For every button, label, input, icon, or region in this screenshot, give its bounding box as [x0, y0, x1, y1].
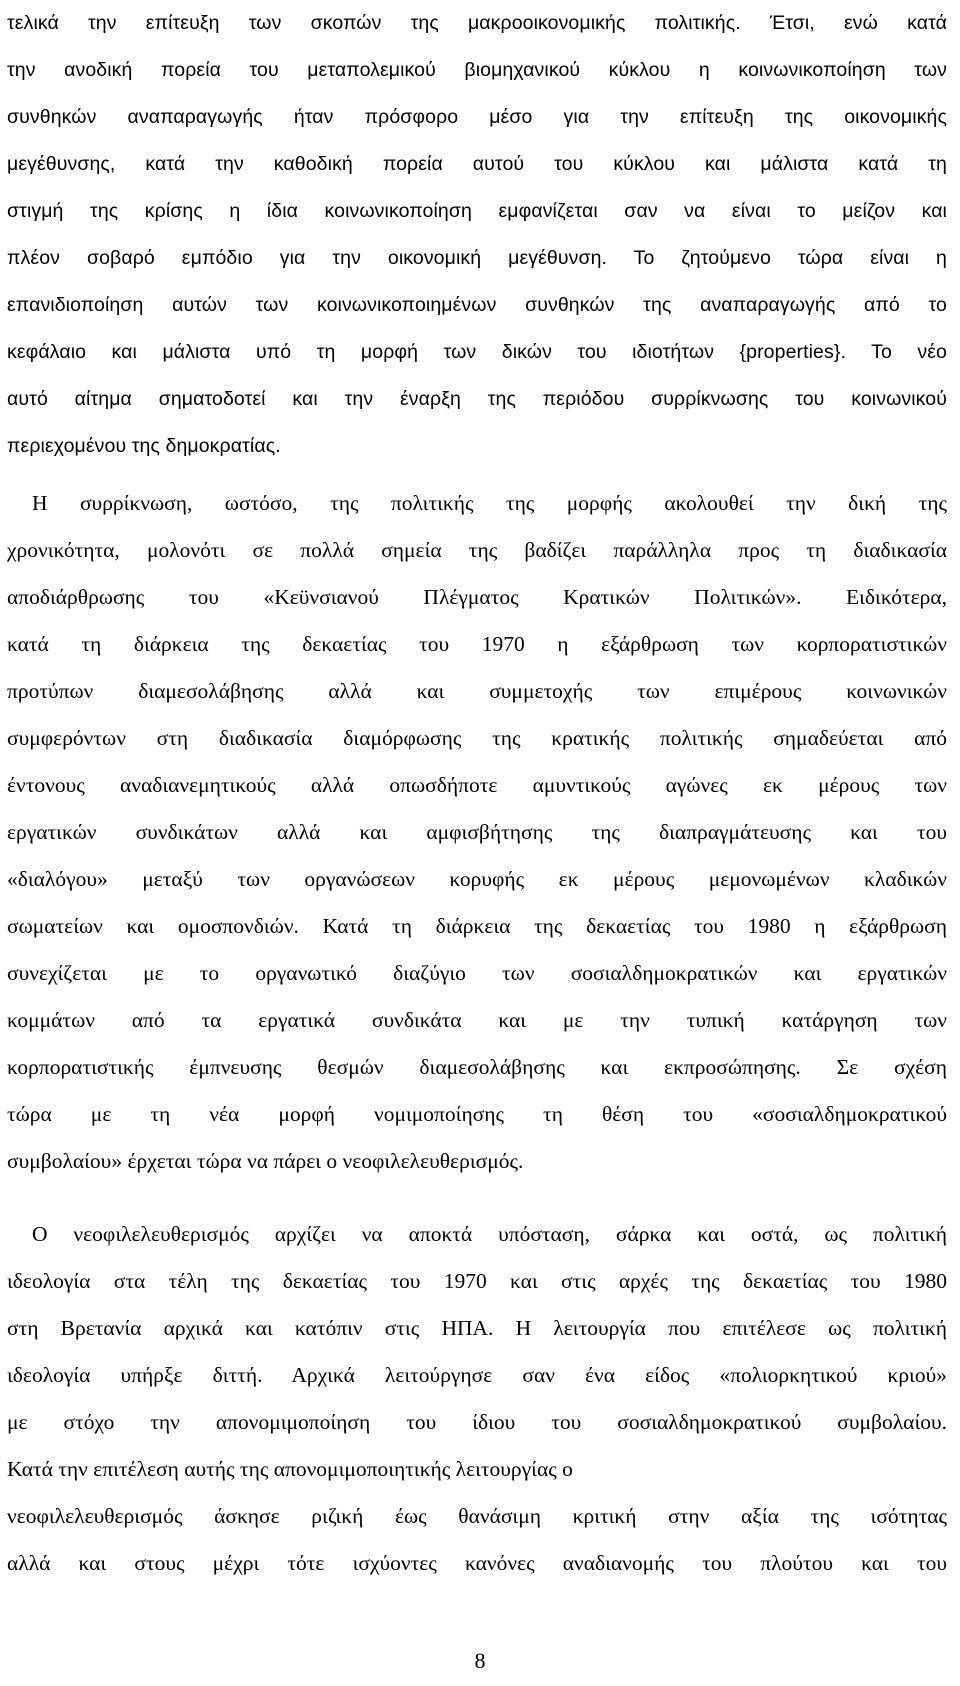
text-line: κατά τη διάρκεια της δεκαετίας του 1970 η εξάρθρωση των κορπορατιστικών: [7, 632, 947, 656]
text-line: έντονους αναδιανεμητικούς αλλά οπωσδήποτε αμυντικούς αγώνες εκ μέρους των: [7, 773, 947, 797]
text-line: Η συρρίκνωση, ωστόσο, της πολιτικής της μορφής ακολουθεί την δική της: [32, 491, 947, 515]
page-number: 8: [474, 1648, 486, 1673]
text-line: κομμάτων από τα εργατικά συνδικάτα και με την τυπική κατάργηση των: [7, 1008, 947, 1032]
text-line: Κατά την επιτέλεση αυτής της απονομιμοποιητικής λειτουργίας ο: [7, 1457, 573, 1481]
text-line: πλέον σοβαρό εμπόδιο για την οικονομική μεγέθυνση. Το ζητούμενο τώρα είναι η: [7, 247, 947, 269]
text-line: τώρα με τη νέα μορφή νομιμοποίησης τη θέση του «σοσιαλδημοκρατικού: [7, 1102, 947, 1126]
text-line: κεφάλαιο και μάλιστα υπό τη μορφή των δικών του ιδιοτήτων {properties}. Το νέο: [7, 341, 947, 363]
text-line: αυτό αίτημα σηματοδοτεί και την έναρξη της περιόδου συρρίκνωσης του κοινωνικού: [7, 388, 947, 410]
text-line: Ο νεοφιλελευθερισμός αρχίζει να αποκτά υπόσταση, σάρκα και οστά, ως πολιτική: [32, 1222, 947, 1246]
text-line: ιδεολογία υπήρξε διττή. Αρχικά λειτούργησε σαν ένα είδος «πολιορκητικού κριού»: [7, 1363, 947, 1387]
paragraph-2: [7, 480, 947, 1185]
text-line: προτύπων διαμεσολάβησης αλλά και συμμετοχής των επιμέρους κοινωνικών: [7, 679, 947, 703]
text-line: επανιδιοποίηση αυτών των κοινωνικοποιημένων συνθηκών της αναπαραγωγής από το: [7, 294, 947, 316]
text-line: περιεχομένου της δημοκρατίας.: [7, 435, 281, 457]
text-line: κορπορατιστικής έμπνευσης θεσμών διαμεσολάβησης και εκπροσώπησης. Σε σχέση: [7, 1055, 947, 1079]
text-line: «διαλόγου» μεταξύ των οργανώσεων κορυφής εκ μέρους μεμονωμένων κλαδικών: [7, 867, 947, 891]
text-line: συνεχίζεται με το οργανωτικό διαζύγιο των σοσιαλδημοκρατικών και εργατικών: [7, 961, 947, 985]
text-line: εργατικών συνδικάτων αλλά και αμφισβήτησης της διαπραγμάτευσης και του: [7, 820, 947, 844]
text-line: στη Βρετανία αρχικά και κατόπιν στις ΗΠΑ. Η λειτουργία που επιτέλεσε ως πολιτική: [7, 1316, 947, 1340]
paragraph-1: [7, 0, 947, 470]
text-line: χρονικότητα, μολονότι σε πολλά σημεία της βαδίζει παράλληλα προς τη διαδικασία: [7, 538, 947, 562]
text-line: συμφερόντων στη διαδικασία διαμόρφωσης της κρατικής πολιτικής σημαδεύεται από: [7, 726, 947, 750]
text-line: σωματείων και ομοσπονδιών. Κατά τη διάρκεια της δεκαετίας του 1980 η εξάρθρωση: [7, 914, 947, 938]
text-line: αλλά και στους μέχρι τότε ισχύοντες κανόνες αναδιανομής του πλούτου και του: [7, 1551, 947, 1575]
text-line: ιδεολογία στα τέλη της δεκαετίας του 1970 και στις αρχές της δεκαετίας του 1980: [7, 1269, 947, 1293]
text-line: νεοφιλελευθερισμός άσκησε ριζική έως θανάσιμη κριτική στην αξία της ισότητας: [7, 1504, 947, 1528]
text-line: συμβολαίου» έρχεται τώρα να πάρει ο νεοφιλελευθερισμός.: [7, 1149, 524, 1173]
text-line: αποδιάρθρωσης του «Κεϋνσιανού Πλέγματος Κρατικών Πολιτικών». Ειδικότερα,: [7, 585, 947, 609]
paragraph-3: [7, 1211, 947, 1587]
text-line: συνθηκών αναπαραγωγής ήταν πρόσφορο μέσο για την επίτευξη της οικονομικής: [7, 106, 947, 128]
text-line: με στόχο την απονομιμοποίηση του ίδιου του σοσιαλδημοκρατικού συμβολαίου.: [7, 1410, 947, 1434]
text-line: τελικά την επίτευξη των σκοπών της μακροοικονομικής πολιτικής. Έτσι, ενώ κατά: [7, 12, 947, 34]
text-line: μεγέθυνσης, κατά την καθοδική πορεία αυτού του κύκλου και μάλιστα κατά τη: [7, 153, 947, 175]
text-line: την ανοδική πορεία του μεταπολεμικού βιομηχανικού κύκλου η κοινωνικοποίηση των: [7, 59, 947, 81]
text-line: στιγμή της κρίσης η ίδια κοινωνικοποίηση εμφανίζεται σαν να είναι το μείζον και: [7, 200, 947, 222]
